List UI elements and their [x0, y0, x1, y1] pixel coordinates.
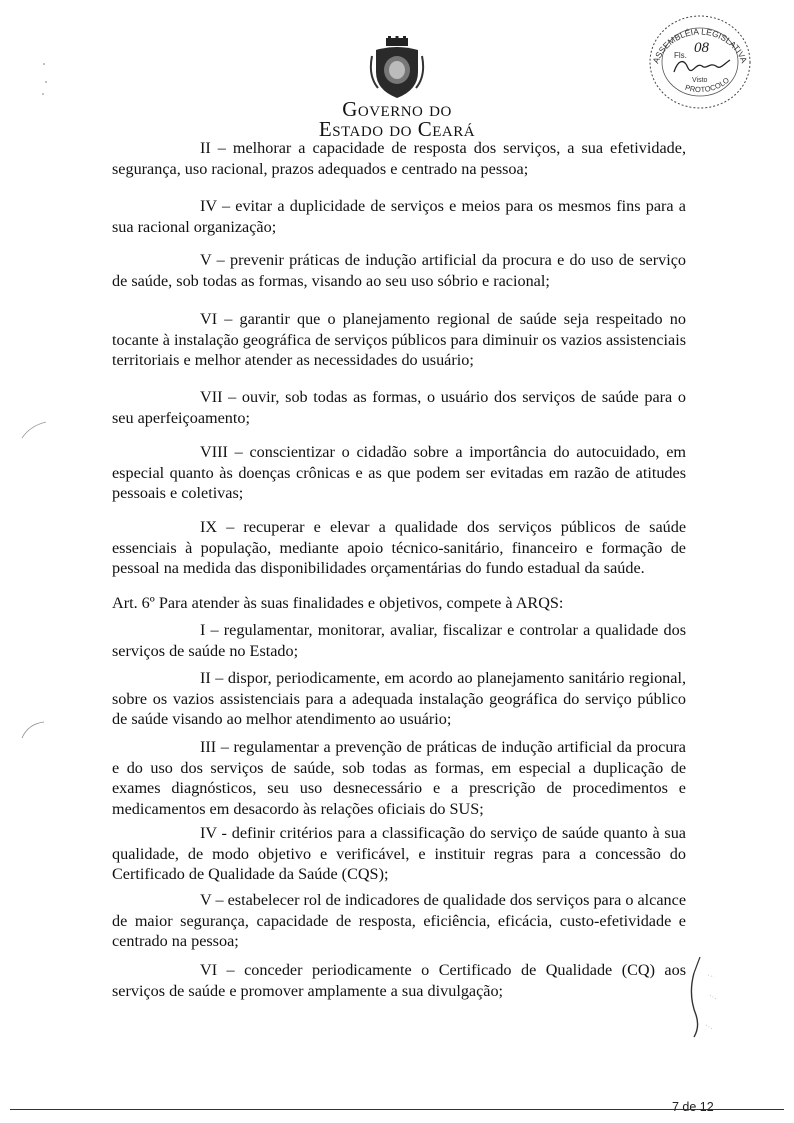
paragraph-art6-inciso-iii [112, 737, 686, 819]
paragraph-art-6 [112, 593, 686, 614]
paragraph-text: VII – ouvir, sob todas as formas, o usuário dos serviços de saúde para o seu aperfeiçoamento; [112, 388, 686, 427]
paragraph-art6-inciso-ii [112, 668, 686, 730]
paragraph-text: I – regulamentar, monitorar, avaliar, fiscalizar e controlar a qualidade dos serviços de saúde no Estado; [112, 621, 686, 660]
paragraph-inciso-iv [112, 196, 686, 237]
paragraph-text: IX – recuperar e elevar a qualidade dos serviços públicos de saúde essenciais à população, mediante apoio técnico-sanitário, financeiro e formação de pessoal na medida das disponibilidades orçamentárias do fundo estadual da saúde. [112, 518, 686, 577]
paragraph-text: II – dispor, periodicamente, em acordo ao planejamento sanitário regional, sobre os vazios assistenciais para a adequada instalação geográfica do serviço público de saúde visando ao melhor atendimento ao usuário; [112, 669, 686, 728]
margin-scribble-icon [20, 718, 50, 740]
paragraph-text: IV - definir critérios para a classificação do serviço de saúde quanto à sua qualidade, de modo objetivo e verificável, e instituir regras para a concessão do Certificado de Qualidade da Saúde (CQS); [112, 824, 686, 883]
paragraph-inciso-ix [112, 517, 686, 579]
header-title-line1: Governo do [342, 97, 452, 121]
paragraph-inciso-v [112, 250, 686, 291]
paragraph-text: V – estabelecer rol de indicadores de qualidade dos serviços para o alcance de maior segurança, capacidade de resposta, eficiência, eficácia, custo-efetividade e centrado na pessoa; [112, 891, 687, 950]
header-title-line2: Estado do Ceará [318, 117, 476, 141]
svg-text:ASSEMBLÉIA LEGISLATIVA DO CEAR [644, 10, 749, 65]
paragraph-inciso-vii [112, 387, 686, 428]
paragraph-text: V – prevenir práticas de indução artificial da procura e do uso de serviço de saúde, sob todas as formas, visando ao seu uso sóbrio e racional; [112, 251, 686, 290]
paragraph-text: Art. 6º Para atender às suas finalidades e objetivos, compete à ARQS: [112, 594, 564, 612]
paragraph-art6-inciso-vi [112, 960, 686, 1001]
stamp-visto-label: Visto [692, 77, 708, 84]
margin-scribble-icon [20, 420, 50, 442]
stamp-signature-icon [674, 60, 730, 72]
paragraph-inciso-ii [112, 138, 686, 179]
stamp-fls-number: 08 [694, 40, 709, 56]
paragraph-text: VI – garantir que o planejamento regional de saúde seja respeitado no tocante à instalação geográfica de serviços públicos para diminuir os vazios assistenciais territoriais e melhor atender as necessidades do usuário; [112, 310, 687, 369]
paragraph-text: IV – evitar a duplicidade de serviços e meios para os mesmos fins para a sua racional organização; [112, 197, 686, 236]
stamp-ring-text: ASSEMBLÉIA LEGISLATIVA [650, 26, 750, 65]
paragraph-text: II – melhorar a capacidade de resposta dos serviços, a sua efetividade, segurança, uso racional, prazos adequados e centrado na pessoa; [112, 139, 686, 178]
rubric-mark-icon [680, 955, 730, 1045]
paragraph-art6-inciso-iv [112, 823, 686, 885]
paragraph-text: VIII – conscientizar o cidadão sobre a importância do autocuidado, em especial quanto às doenças crônicas e as que podem ser evitadas em razão de atitudes pessoais e coletivas; [112, 443, 686, 502]
stamp-fls-label: Fls. [674, 51, 687, 60]
footer-rule [10, 1109, 784, 1110]
paragraph-text: III – regulamentar a prevenção de práticas de indução artificial da procura e do uso dos serviços de saúde, sob todas as formas, em especial a duplicação de exames diagnósticos, seu uso desnecessário e a prescrição de procedimentos e medicamentos em desacordo às relações oficiais do SUS; [112, 738, 686, 818]
page-number: 7 de 12 [672, 1100, 714, 1114]
coat-of-arms-icon [368, 36, 426, 100]
margin-dots-icon [38, 60, 52, 100]
paragraph-art6-inciso-i [112, 620, 686, 661]
stamp-bottom-text: PROTOCOLO [684, 75, 731, 95]
paragraph-inciso-viii [112, 442, 686, 504]
protocol-stamp [644, 10, 756, 110]
paragraph-art6-inciso-v [112, 890, 686, 952]
paragraph-inciso-vi [112, 309, 686, 371]
paragraph-text: VI – conceder periodicamente o Certificado de Qualidade (CQ) aos serviços de saúde e promover amplamente a sua divulgação; [112, 961, 686, 1000]
